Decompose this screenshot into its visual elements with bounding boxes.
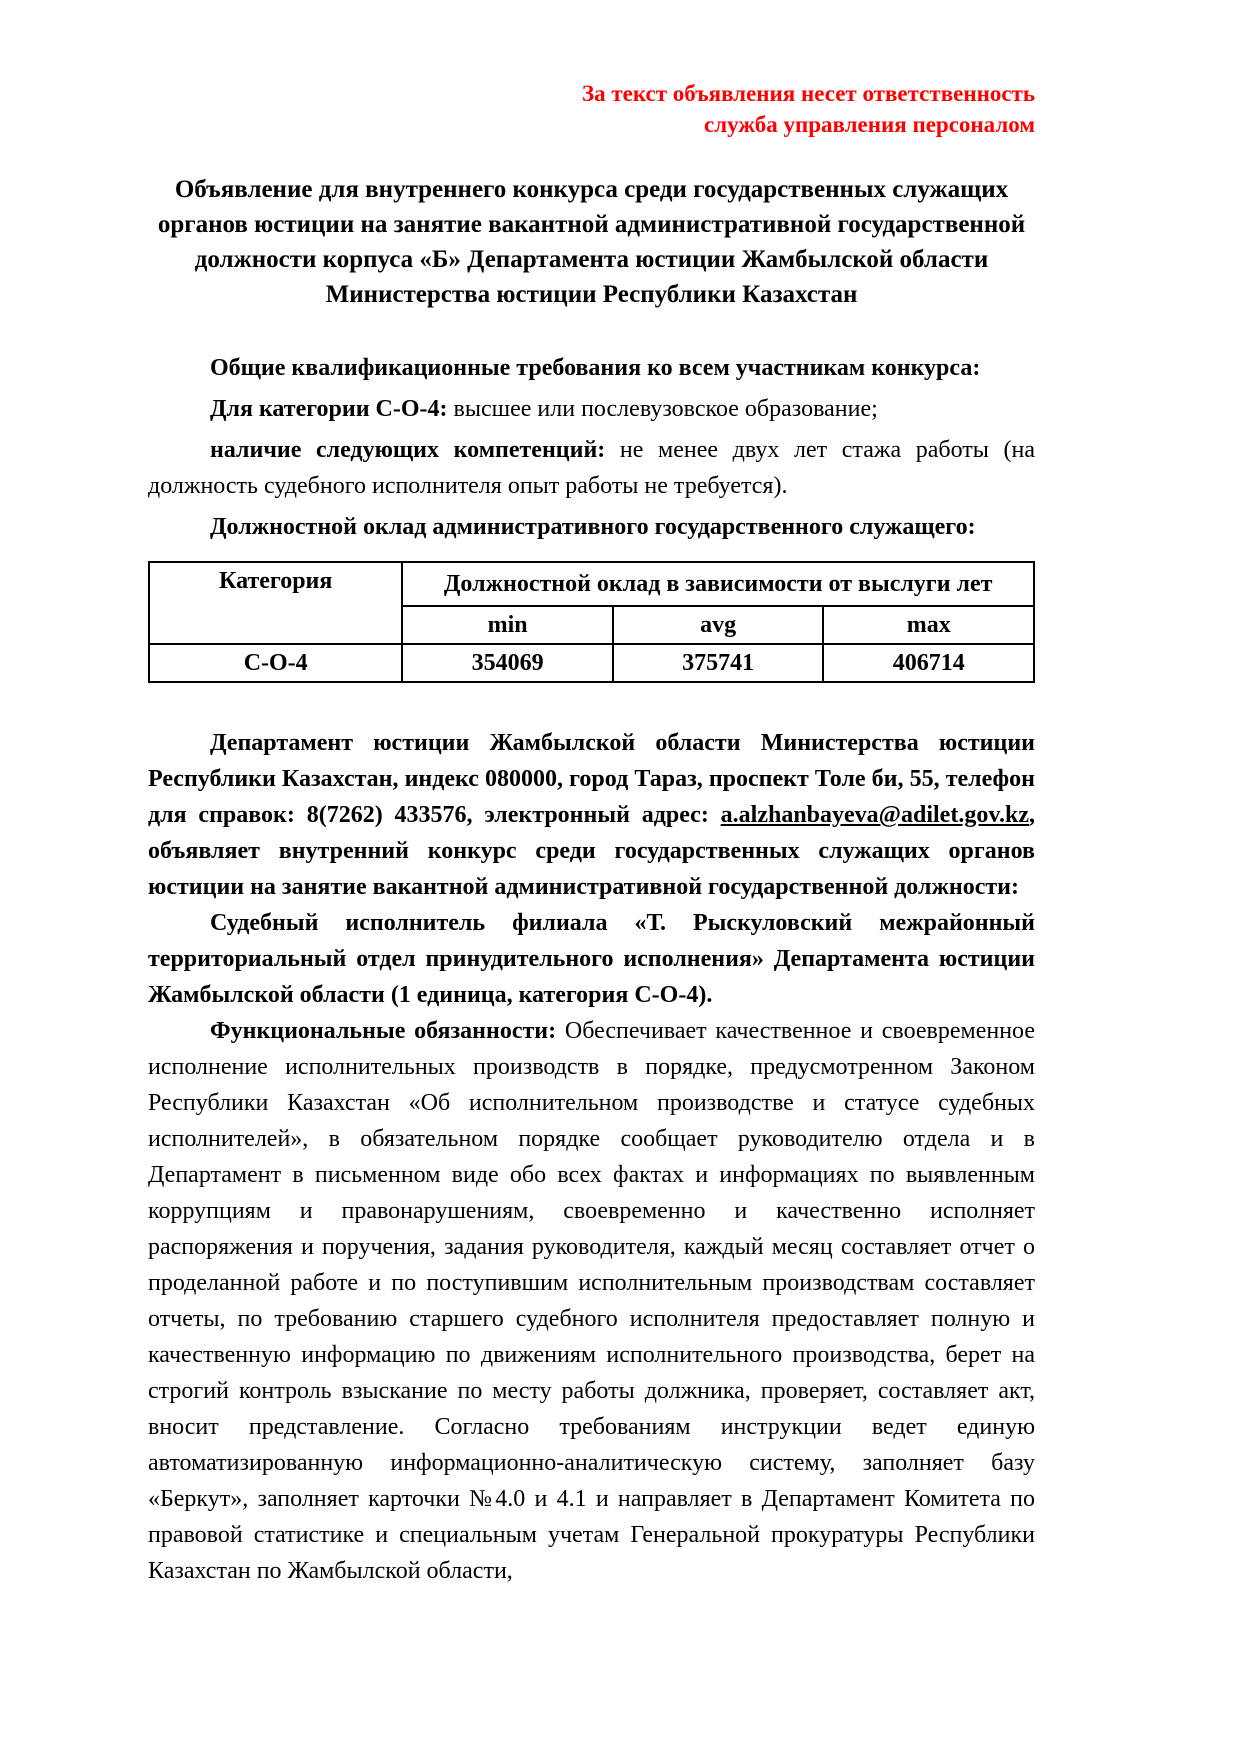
responsibility-note [148, 78, 1035, 140]
announcement-before-email: Департамент юстиции Жамбылской области Министерства юстиции Республики Казахстан, индекс 080000, город Тараз, проспект Толе би, 55, телефон для справок: 8(7262) 433576, электронный адрес: [148, 730, 1035, 828]
salary-table [148, 561, 1035, 683]
duties-paragraph [148, 1013, 1035, 1589]
page-title: Объявление для внутреннего конкурса среди государственных служащих органов юстиции на занятие вакантной административной государственной должности корпуса «Б» Департамента юстиции Жамбылской области Министерства юстиции Республики Казахстан [157, 176, 1026, 308]
salary-table-row [149, 644, 1034, 682]
responsibility-note-line2: служба управления персоналом [704, 112, 1035, 137]
salary-max-value: 406714 [823, 644, 1034, 682]
salary-table-max-header: max [823, 606, 1034, 644]
position-paragraph: Судебный исполнитель филиала «Т. Рыскуловский межрайонный территориальный отдел принудительного исполнения» Департамента юстиции Жамбылской области (1 единица, категория С-О-4). [148, 910, 1035, 1008]
responsibility-note-line1: За текст объявления несет ответственность [581, 81, 1035, 106]
competencies-label: наличие следующих компетенций: [210, 437, 606, 463]
category-label: Для категории С-О-4: [210, 396, 448, 422]
salary-table-salary-header: Должностной оклад в зависимости от выслуги лет [402, 562, 1034, 606]
duties-label: Функциональные обязанности: [210, 1018, 557, 1044]
announcement-after-email: , объявляет внутренний конкурс среди государственных служащих органов юстиции на занятие вакантной административной государственной должности: [148, 802, 1035, 900]
category-text: высшее или послевузовское образование; [447, 396, 878, 422]
salary-category-value: С-О-4 [149, 644, 402, 682]
category-requirement [148, 391, 1035, 427]
salary-heading: Должностной оклад административного государственного служащего: [210, 514, 976, 540]
salary-min-value: 354069 [402, 644, 613, 682]
competencies-requirement [148, 432, 1035, 504]
duties-text: Обеспечивает качественное и своевременное исполнение исполнительных производств в порядке, предусмотренном Законом Республики Казахстан «Об исполнительном производстве и статусе судебных исполнителей», в обязательном порядке сообщает руководителю отдела и в Департамент в письменном виде обо всех фактах и информациях по выявленным коррупциям и правонарушениям, своевременно и качественно исполняет распоряжения и поручения, задания руководителя, каждый месяц составляет отчет о проделанной работе и по поступившим исполнительным производствам составляет отчеты, по требованию старшего судебного исполнителя предоставляет полную и качественную информацию по движениям исполнительного производства, берет на строгий контроль взыскание по месту работы должника, проверяет, составляет акт, вносит представление. Согласно требованиям инструкции ведет единую автоматизированную информационно-аналитическую систему, заполняет базу «Беркут», заполняет карточки №4.0 и 4.1 и направляет в Департамент Комитета по правовой статистике и специальным учетам Генеральной прокуратуры Республики Казахстан по Жамбылской области, [148, 1018, 1035, 1584]
salary-table-avg-header: avg [613, 606, 824, 644]
announcement-paragraph [148, 725, 1035, 905]
general-requirements-heading: Общие квалификационные требования ко всем участникам конкурса: [210, 355, 981, 381]
salary-table-min-header: min [402, 606, 613, 644]
salary-avg-value: 375741 [613, 644, 824, 682]
salary-table-header-row [149, 562, 1034, 606]
competencies-text: не менее двух лет стажа работы (на должность судебного исполнителя опыт работы не требуется). [148, 437, 1036, 499]
salary-table-category-header: Категория [149, 562, 402, 644]
email-link[interactable]: a.alzhanbayeva@adilet.gov.kz [720, 802, 1029, 828]
